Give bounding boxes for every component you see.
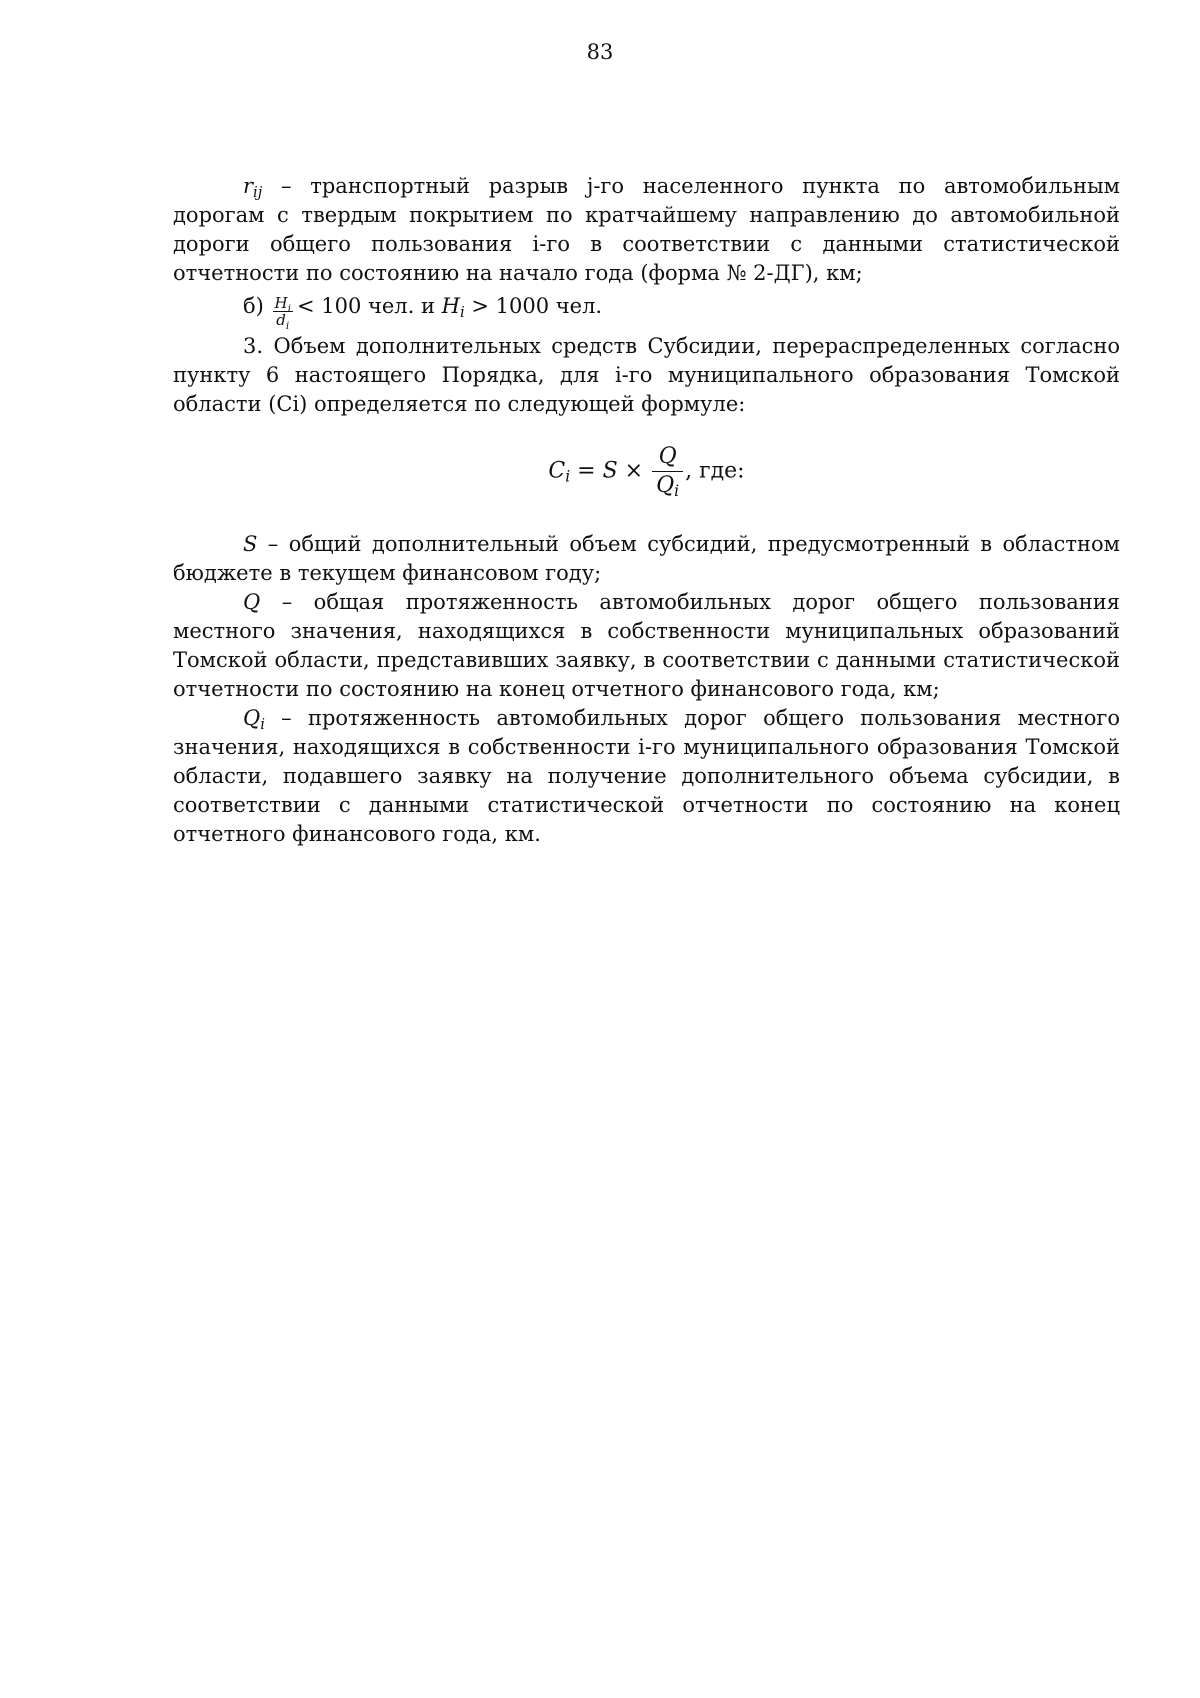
fraction-denominator: $d_i$: [276, 311, 290, 332]
definition-s-paragraph: [173, 530, 1120, 588]
symbol-s: S: [243, 532, 258, 556]
formula-lhs-subscript: i: [565, 467, 571, 486]
formula-numerator: Q: [652, 443, 683, 472]
definition-qi-text: – протяженность автомобильных дорог общего пользования местного значения, находящихся в собственности i-го муниципального образования Томской области, подавшего заявку на получение дополнительного объема субсидии, в соответствии с данными статистической отчетности по состоянию на конец отчетного финансового года, км.: [173, 706, 1120, 846]
condition-b-var: H: [441, 294, 460, 318]
formula-lhs: C: [548, 458, 566, 484]
document-body: [173, 172, 1120, 849]
inline-fraction: [273, 294, 293, 332]
condition-b-paragraph: [173, 292, 1120, 332]
condition-b-part2: > 1000 чел.: [464, 294, 603, 318]
condition-b-part1: < 100 чел. и: [296, 294, 442, 318]
definition-q-text: – общая протяженность автомобильных дорог общего пользования местного значения, находящихся в собственности муниципальных образований Томской области, представивших заявку, в соответствии с данными статистической отчетности по состоянию на конец отчетного финансового года, км;: [173, 590, 1120, 701]
item-3-paragraph: 3. Объем дополнительных средств Субсидии, перераспределенных согласно пункту 6 настоящего Порядка, для i-го муниципального образования Томской области (Ci) определяется по следующей формуле:: [173, 334, 1120, 416]
symbol-qi-subscript: i: [260, 716, 265, 733]
condition-b-label: б): [243, 294, 271, 318]
fraction-numerator: $H_i$: [274, 294, 291, 315]
formula-times: ×: [617, 458, 651, 484]
definition-q-paragraph: [173, 588, 1120, 704]
formula-fraction: [652, 443, 683, 500]
formula-denominator: $Q_i$: [656, 473, 680, 500]
symbol-r-subscript: ij: [253, 184, 263, 201]
symbol-q: Q: [243, 590, 261, 614]
definition-r-text: – транспортный разрыв j-го населенного пункта по автомобильным дорогам с твердым покрытием по кратчайшему направлению до автомобильной дороги общего пользования i-го в соответствии с данными статистической отчетности по состоянию на начало года (форма № 2-ДГ), км;: [173, 174, 1120, 285]
page-number: 83: [586, 40, 614, 64]
symbol-r: r: [243, 174, 254, 198]
condition-b-var-subscript: i: [460, 304, 465, 321]
formula-s: S: [602, 458, 618, 484]
formula-ci: [173, 443, 1120, 500]
definition-s-text: – общий дополнительный объем субсидий, предусмотренный в областном бюджете в текущем финансовом году;: [173, 532, 1120, 585]
definition-qi-paragraph: [173, 704, 1120, 849]
formula-suffix: , где:: [685, 458, 745, 484]
formula-equals: =: [570, 458, 603, 484]
definition-r-paragraph: [173, 172, 1120, 288]
symbol-qi: Q: [243, 706, 261, 730]
